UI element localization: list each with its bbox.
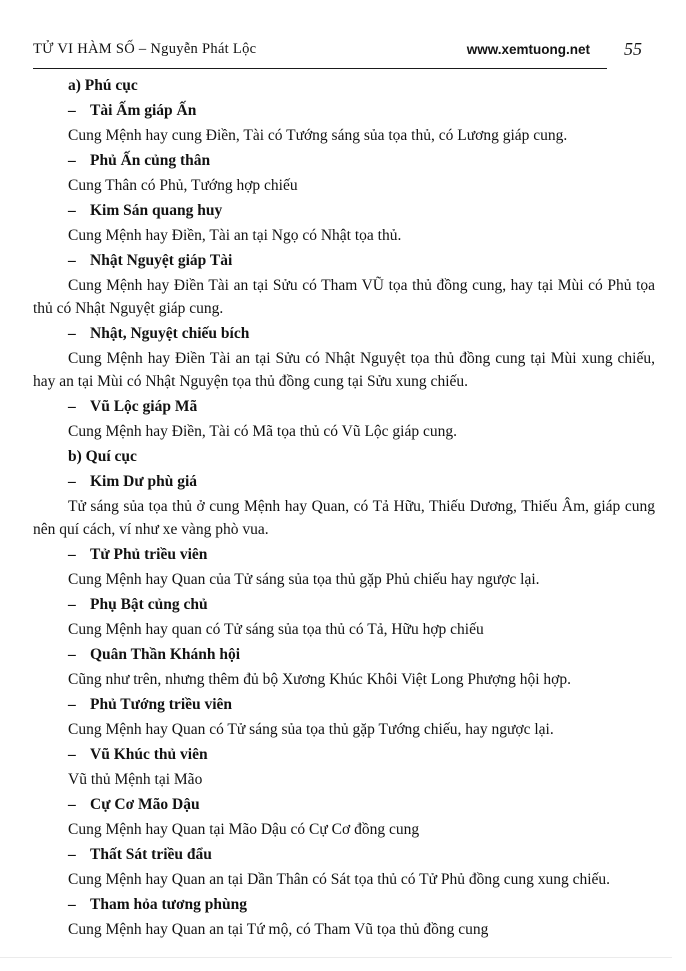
dash-marker: –: [68, 896, 76, 913]
dash-marker: –: [68, 846, 76, 863]
dash-marker: –: [68, 325, 76, 342]
page-number: 55: [624, 39, 642, 59]
rule-heading: [33, 543, 655, 566]
dash-marker: –: [68, 252, 76, 269]
rule-heading: [33, 593, 655, 616]
rule-heading-label: Phụ Bật củng chủ: [90, 596, 208, 613]
rule-heading-label: Phủ Tướng triều viên: [90, 696, 233, 713]
body-paragraph: Cung Mệnh hay quan có Tử sáng sủa tọa thủ có Tả, Hữu hợp chiếu: [68, 621, 484, 638]
website-url: www.xemtuong.net: [466, 42, 590, 57]
body-paragraph: Cung Mệnh hay Điền, Tài an tại Ngọ có Nhật tọa thủ.: [68, 227, 402, 244]
rule-heading-label: Vũ Lộc giáp Mã: [90, 398, 198, 415]
rule-heading-label: Tham hỏa tương phùng: [90, 896, 248, 913]
dash-marker: –: [68, 102, 76, 119]
section-label: b) Quí cục: [68, 448, 137, 465]
dash-marker: –: [68, 796, 76, 813]
dash-marker: –: [68, 696, 76, 713]
body-paragraph: Cung Mệnh hay Quan có Tử sáng sủa tọa thủ gặp Tướng chiếu, hay ngược lại.: [68, 721, 554, 738]
body-paragraph: Cung Mệnh hay Quan tại Mão Dậu có Cự Cơ đồng cung: [68, 821, 420, 838]
dash-marker: –: [68, 596, 76, 613]
scan-artifact-line: [0, 957, 672, 958]
page-header: [0, 0, 686, 70]
rule-heading: [33, 793, 655, 816]
body-paragraph: Tử sáng sủa tọa thủ ở cung Mệnh hay Quan, có Tả Hữu, Thiếu Dương, Thiếu Âm, giáp cung nên quí cách, ví như xe vàng phò vua.: [33, 498, 655, 538]
rule-heading: [33, 693, 655, 716]
rule-heading-label: Kim Dư phù giá: [90, 473, 198, 490]
rule-heading: [33, 249, 655, 272]
dash-marker: –: [68, 746, 76, 763]
rule-heading: [33, 893, 655, 916]
rule-heading-label: Phủ Ấn củng thân: [90, 152, 211, 169]
body-paragraph: Cung Mệnh hay Quan của Tử sáng sủa tọa thủ gặp Phủ chiếu hay ngược lại.: [68, 571, 540, 588]
section-label: a) Phú cục: [68, 77, 138, 94]
rule-heading: [33, 199, 655, 222]
rule-heading-label: Nhật Nguyệt giáp Tài: [90, 252, 233, 269]
rule-heading-label: Tài Ấm giáp Ấn: [90, 102, 197, 119]
dash-marker: –: [68, 202, 76, 219]
rule-heading-label: Thất Sát triều đẩu: [90, 846, 212, 863]
header-divider: [33, 68, 607, 69]
body-paragraph: Cung Mệnh hay Điền Tài an tại Sửu có Nhật Nguyệt tọa thủ đồng cung tại Mùi xung chiếu, hay an tại Mùi có Nhật Nguyện tọa thủ đồng cung tại Sửu xung chiếu.: [33, 350, 655, 390]
rule-heading: [33, 643, 655, 666]
page-body: [33, 74, 655, 943]
rule-heading-label: Cự Cơ Mão Dậu: [90, 796, 200, 813]
body-paragraph: Cung Mệnh hay Điền, Tài có Mã tọa thủ có Vũ Lộc giáp cung.: [68, 423, 457, 440]
rule-heading: [33, 843, 655, 866]
body-paragraph: Cũng như trên, nhưng thêm đủ bộ Xương Khúc Khôi Việt Long Phượng hội hợp.: [68, 671, 572, 688]
body-paragraph: Cung Mệnh hay Quan an tại Dần Thân có Sát tọa thủ có Tử Phủ đồng cung xung chiếu.: [68, 871, 611, 888]
body-paragraph: Vũ thủ Mệnh tại Mão: [68, 771, 203, 788]
dash-marker: –: [68, 398, 76, 415]
dash-marker: –: [68, 152, 76, 169]
body-paragraph: Cung Mệnh hay cung Điền, Tài có Tướng sáng sủa tọa thủ, có Lương giáp cung.: [68, 127, 568, 144]
book-title: TỬ VI HÀM SỐ – Nguyễn Phát Lộc: [33, 41, 257, 57]
rule-heading: [33, 470, 655, 493]
body-paragraph: Cung Mệnh hay Điền Tài an tại Sửu có Tham VŨ tọa thủ đồng cung, hay tại Mùi có Phủ tọa thủ có Nhật Nguyệt giáp cung.: [33, 277, 655, 317]
rule-heading-label: Kim Sán quang huy: [90, 202, 223, 219]
rule-heading: [33, 99, 655, 122]
rule-heading-label: Quân Thần Khánh hội: [90, 646, 241, 663]
rule-heading-label: Nhật, Nguyệt chiếu bích: [90, 325, 250, 342]
rule-heading: [33, 743, 655, 766]
dash-marker: –: [68, 646, 76, 663]
body-paragraph: Cung Thân có Phủ, Tướng hợp chiếu: [68, 177, 298, 194]
dash-marker: –: [68, 473, 76, 490]
rule-heading-label: Tử Phủ triều viên: [90, 546, 208, 563]
rule-heading: [33, 149, 655, 172]
rule-heading: [33, 322, 655, 345]
rule-heading-label: Vũ Khúc thủ viên: [90, 746, 208, 763]
dash-marker: –: [68, 546, 76, 563]
body-paragraph: Cung Mệnh hay Quan an tại Tứ mộ, có Tham Vũ tọa thủ đồng cung: [68, 921, 489, 938]
rule-heading: [33, 395, 655, 418]
